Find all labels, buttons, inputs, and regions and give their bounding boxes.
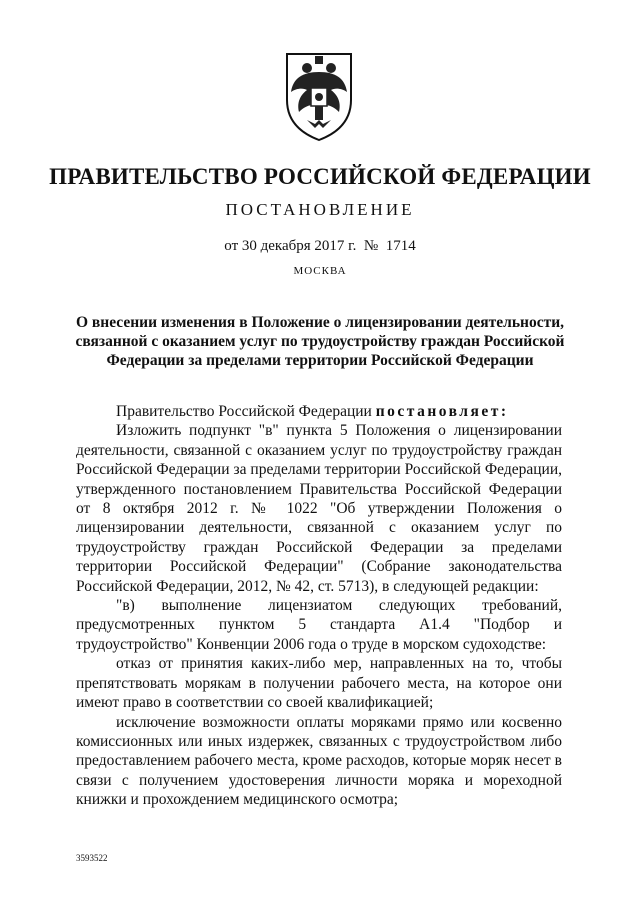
decree-number: 1714 <box>385 238 416 254</box>
intro-text: Правительство Российской Федерации <box>116 403 376 420</box>
paragraph-1: Изложить подпункт "в" пункта 5 Положения о лицензировании деятельности, связанной с оказанием услуг по трудоустройству граждан Российской Федерации за пределами территории Российской Федерации, утвержденного постановлением Правительства Российской Федерации от 8 октября 2012 г. № 1022 "Об утверждении Положения о лицензировании деятельности, связанной с оказанием услуг по трудоустройству граждан Российской Федерации за пределами территории Российской Федерации" (Собрание законодательства Российской Федерации, 2012, № 42, ст. 5713), в следующей редакции: <box>76 422 562 595</box>
intro-verb: постановляет: <box>375 403 509 420</box>
number-sign: № <box>363 238 379 254</box>
decree-date: от 30 декабря 2017 г. <box>224 238 357 254</box>
document-type: ПОСТАНОВЛЕНИЕ <box>225 200 415 219</box>
decree-date-number <box>0 238 640 255</box>
decree-subject: О внесении изменения в Положение о лицензировании деятельности, связанной с оказанием услуг по трудоустройству граждан Российской Федерации за пределами территории Российской Федерации <box>75 314 565 369</box>
paragraph-2: "в) выполнение лицензиатом следующих требований, предусмотренных пунктом 5 стандарта А1.4 "Подбор и трудоустройство" Конвенции 2006 года о труде в морском судоходстве: <box>76 597 562 653</box>
paragraph-3: отказ от принятия каких-либо мер, направленных на то, чтобы препятствовать морякам в получении рабочего места, на которое они имеют право в соответствии со своей квалификацией; <box>76 655 562 712</box>
paragraph-4: исключение возможности оплаты моряками прямо или косвенно комиссионных или иных издержек, связанных с трудоустройством либо предоставлением рабочего места, кроме расходов, которые моряк несет в связи с получением удостоверения личности моряка и мореходной книжки и прохождением медицинского осмотра; <box>76 713 562 809</box>
city: МОСКВА <box>293 265 347 277</box>
state-emblem-icon <box>273 48 365 144</box>
intro-paragraph <box>76 402 562 421</box>
document-code: 3593522 <box>76 853 108 863</box>
decree-body <box>76 402 562 810</box>
government-title: ПРАВИТЕЛЬСТВО РОССИЙСКОЙ ФЕДЕРАЦИИ <box>49 164 591 189</box>
